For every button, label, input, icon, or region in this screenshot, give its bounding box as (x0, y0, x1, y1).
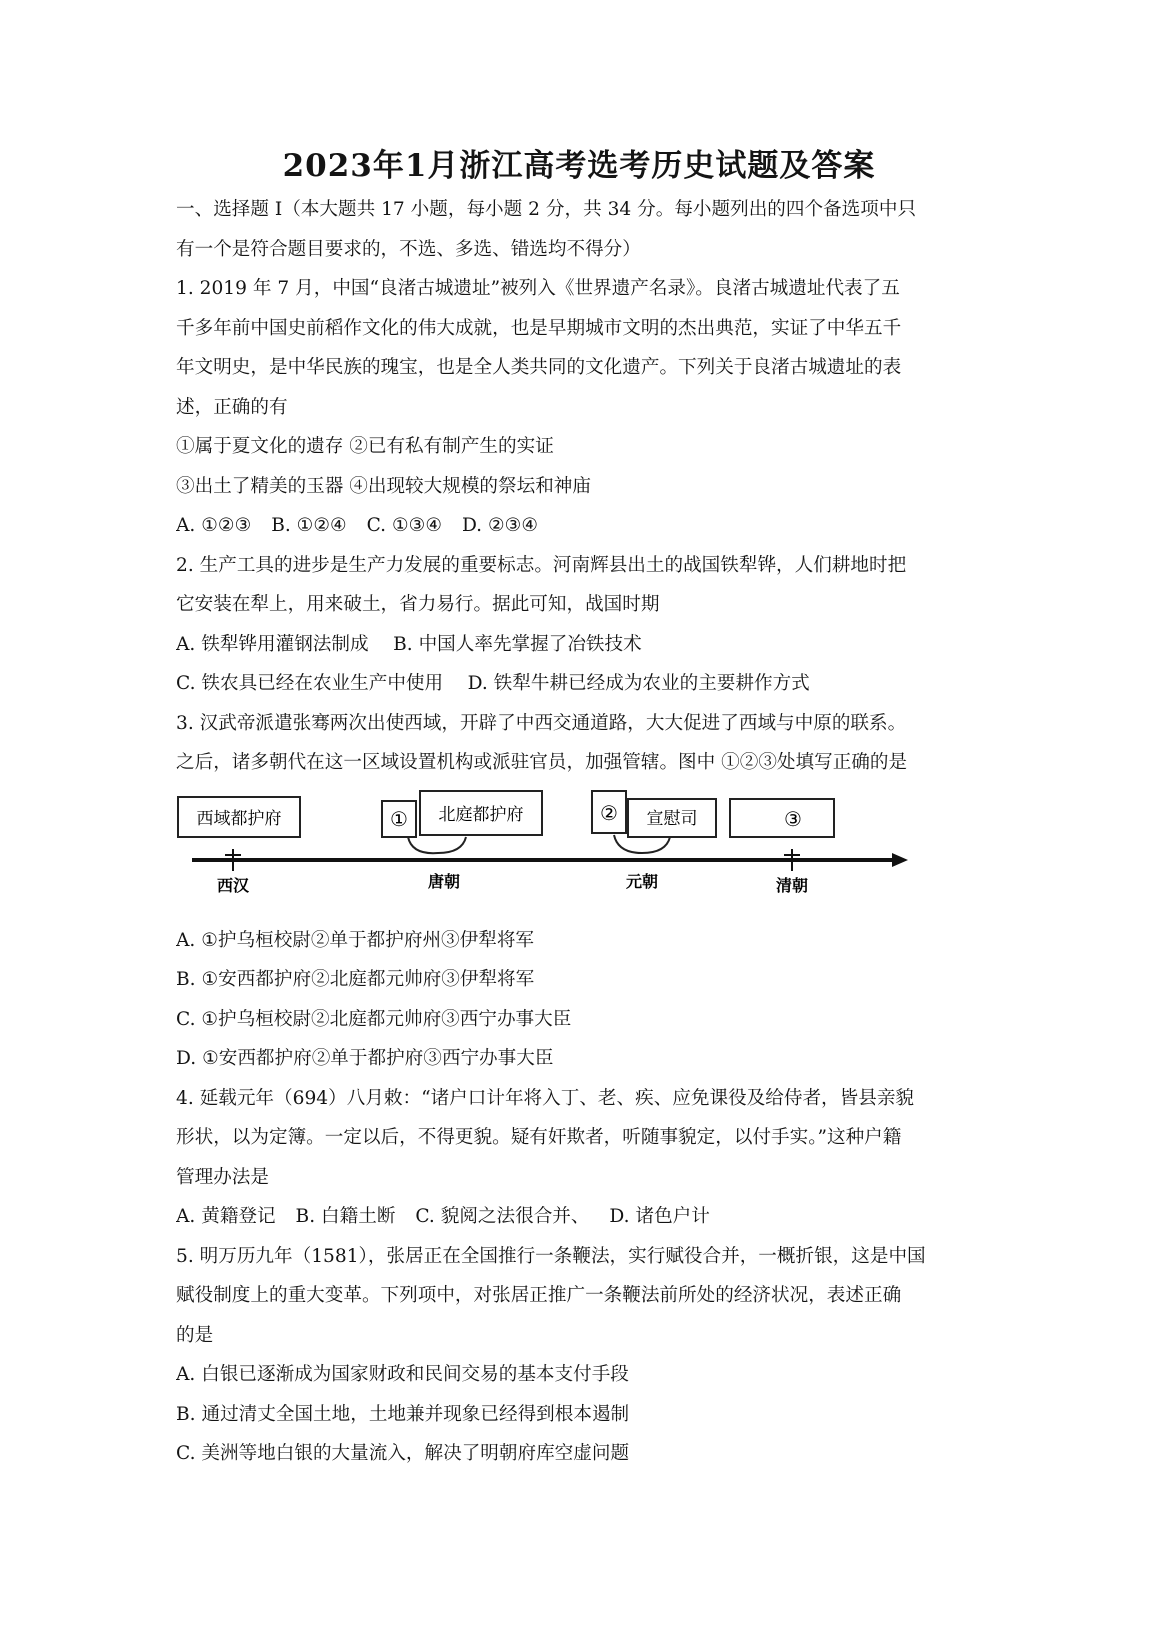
era-label: 清朝 (775, 875, 809, 895)
timeline-arrow (892, 853, 908, 867)
q5-option-b[interactable]: B. 通过清丈全国土地，土地兼并现象已经得到根本遏制 (176, 1403, 630, 1425)
q3-option-a[interactable]: A. ①护乌桓校尉②单于都护府州③伊犁将军 (176, 929, 535, 951)
q3-option-b[interactable]: B. ①安西都护府②北庭都元帅府③伊犁将军 (176, 969, 535, 990)
q5-option-a[interactable]: A. 白银已逐渐成为国家财政和民间交易的基本支付手段 (176, 1364, 629, 1385)
page-title: 2023年1月浙江高考选考历史试题及答案 (282, 148, 876, 184)
q3-stem-line: 之后，诸多朝代在这一区域设置机构或派驻官员，加强管辖。图中 ①②③处填写正确的是 (176, 752, 908, 773)
q4-stem-line: 4. 延载元年（694）八月敕：“诸户口计年将入丁、老、疾、应免课役及给侍者，皆县亲貌 (176, 1087, 915, 1109)
section-header-line: 一、选择题 I（本大题共 17 小题，每小题 2 分，共 34 分。每小题列出的四个备选项中只 (176, 199, 917, 220)
box-label: 北庭都护府 (438, 804, 524, 825)
q4-option-a[interactable]: A. 黄籍登记 (176, 1206, 276, 1227)
q3-option-d[interactable]: D. ①安西都护府②单于都护府③西宁办事大臣 (176, 1048, 554, 1069)
q4-stem-line: 管理办法是 (176, 1166, 269, 1188)
box-label: 宣慰司 (646, 808, 698, 829)
q4-option-c[interactable]: C. 貌阅之法很合并、 (415, 1206, 590, 1227)
q1-option-b[interactable]: B. ①②④ (271, 515, 347, 536)
q1-stem-line: 千多年前中国史前稻作文化的伟大成就，也是早期城市文明的杰出典范，实证了中华五千 (176, 317, 902, 339)
q5-stem-line: 的是 (176, 1324, 214, 1346)
box-label: ③ (784, 806, 802, 831)
q1-option-c[interactable]: C. ①③④ (366, 515, 443, 536)
q5-stem-line: 赋役制度上的重大变革。下列项中，对张居正推广一条鞭法前所处的经济状况，表述正确 (176, 1285, 902, 1306)
section-header-line: 有一个是符合题目要求的，不选、多选、错选均不得分） (176, 238, 641, 260)
q1-option-d[interactable]: D. ②③④ (461, 515, 539, 536)
q4-option-b[interactable]: B. 白籍土断 (295, 1206, 396, 1227)
bracket-tang (408, 837, 466, 853)
q3-timeline-diagram (168, 787, 938, 919)
q1-option-a[interactable]: A. ①②③ (176, 515, 252, 536)
q2-option-row[interactable]: C. 铁农具已经在农业生产中使用 D. 铁犁牛耕已经成为农业的主要耕作方式 (176, 673, 810, 694)
q5-stem-line: 5. 明万历九年（1581），张居正在全国推行一条鞭法，实行赋役合并，一概折银，这是中国 (176, 1245, 926, 1267)
q1-options (176, 506, 976, 546)
timeline-svg (168, 787, 938, 919)
q4-options (176, 1197, 976, 1237)
q2-option-row[interactable]: A. 铁犁铧用灌钢法制成 B. 中国人率先掌握了冶铁技术 (176, 633, 642, 655)
q1-statement: ③出土了精美的玉器 ④出现较大规模的祭坛和神庙 (176, 475, 591, 497)
q1-stem-line: 述，正确的有 (176, 396, 288, 418)
q1-stem-line: 年文明史，是中华民族的瑰宝，也是全人类共同的文化遗产。下列关于良渚古城遗址的表 (176, 357, 902, 378)
q1-statement: ①属于夏文化的遗存 ②已有私有制产生的实证 (176, 436, 554, 457)
q3-stem-line: 3. 汉武帝派遣张骞两次出使西域，开辟了中西交通道路，大大促进了西域与中原的联系。 (176, 712, 907, 734)
q4-stem-line: 形状，以为定簿。一定以后，不得更貌。疑有奸欺者，听随事貌定，以付手实。”这种户籍 (176, 1127, 902, 1148)
box-label: ② (600, 800, 618, 825)
box-label: 西域都护府 (196, 808, 282, 829)
q2-stem-line: 2. 生产工具的进步是生产力发展的重要标志。河南辉县出土的战国铁犁铧，人们耕地时把 (176, 554, 907, 576)
box-label: ① (390, 806, 408, 831)
era-label: 西汉 (216, 875, 250, 895)
box-blank-3 (730, 799, 834, 837)
exam-content (176, 190, 976, 1474)
era-label: 元朝 (625, 871, 659, 891)
q2-stem-line: 它安装在犁上，用来破土，省力易行。据此可知，战国时期 (176, 594, 660, 615)
q3-option-c[interactable]: C. ①护乌桓校尉②北庭都元帅府③西宁办事大臣 (176, 1008, 572, 1030)
q4-option-d[interactable]: D. 诸色户计 (609, 1206, 710, 1227)
q5-option-c[interactable]: C. 美洲等地白银的大量流入，解决了明朝府库空虚问题 (176, 1443, 630, 1464)
q1-stem-line: 1. 2019 年 7 月，中国“良渚古城遗址”被列入《世界遗产名录》。良渚古城遗址代表了五 (176, 278, 900, 299)
era-label: 唐朝 (427, 871, 461, 891)
